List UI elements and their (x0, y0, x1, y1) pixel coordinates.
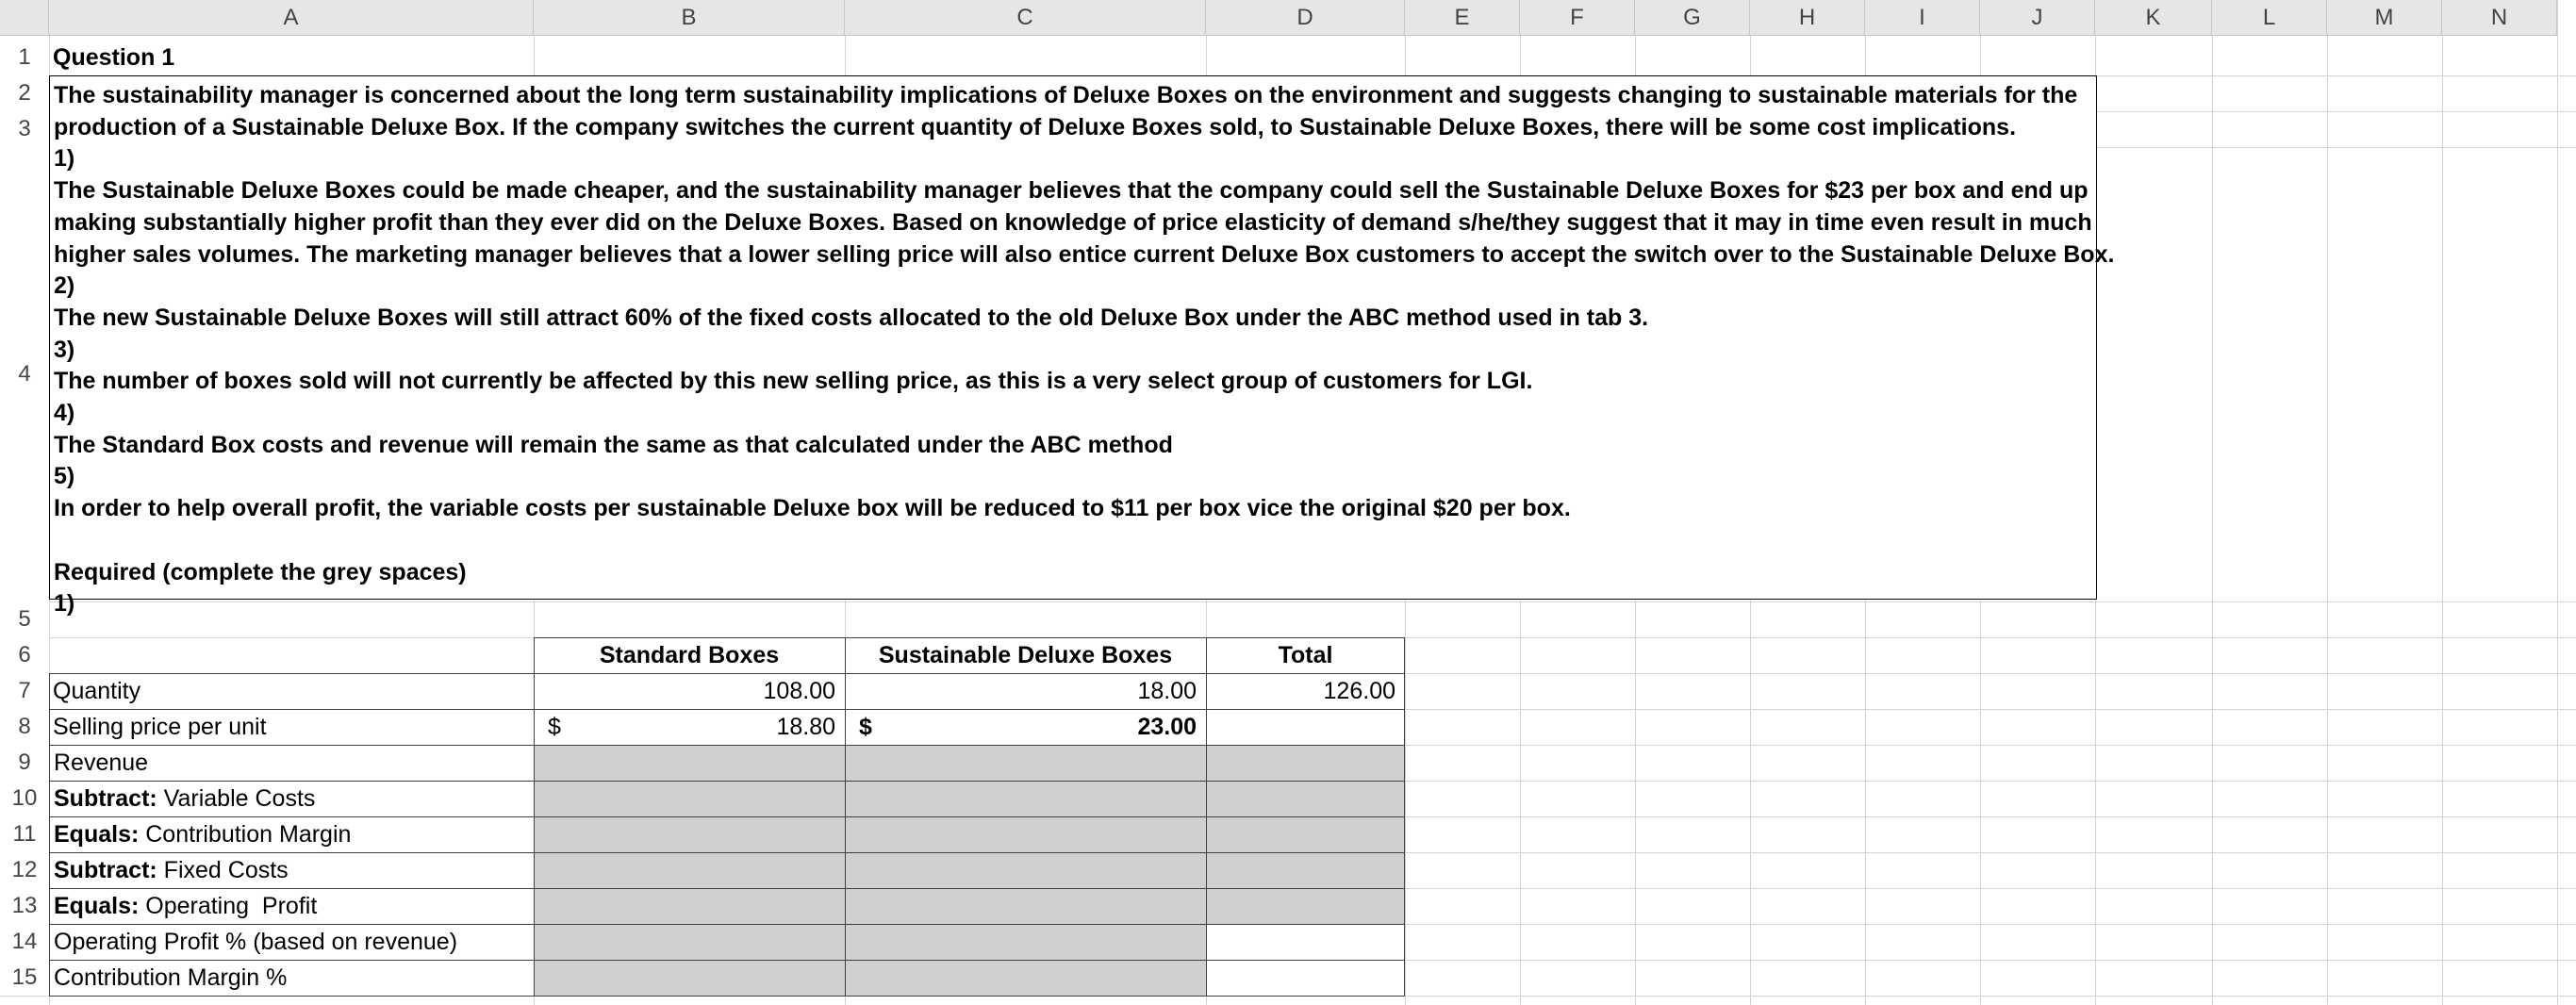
text-line (54, 525, 2096, 557)
column-header-c[interactable]: C (845, 0, 1206, 36)
header-sustainable-boxes-label: Sustainable Deluxe Boxes (878, 641, 1173, 668)
header-total-label: Total (1278, 641, 1333, 668)
column-header-i[interactable]: I (1865, 0, 1980, 36)
column-header-k[interactable]: K (2095, 0, 2212, 36)
text-line: 1) (54, 590, 75, 618)
revenue-standard-input[interactable] (534, 745, 846, 782)
row-header-9[interactable]: 9 (0, 745, 49, 781)
price-sustainable: 23.00 (1137, 714, 1197, 740)
row-prefix: Subtract: (54, 785, 157, 812)
text-line: making substantially higher profit than they ever did on the Deluxe Boxes. Based on knowledge of price elasticity of demand s/he/they suggest that it may in time even result in much (54, 208, 2092, 236)
text-line: 2) (54, 272, 75, 300)
quantity-standard: 108.00 (763, 677, 835, 704)
row-label-text: Contribution Margin % (54, 964, 288, 991)
row-header-5[interactable]: 5 (0, 601, 49, 637)
row-label-text: Contribution Margin (139, 821, 352, 848)
operating-profit-total-input[interactable] (1206, 888, 1405, 925)
price-total-cell[interactable] (1206, 709, 1405, 746)
currency-symbol: $ (548, 714, 561, 740)
required-label: Required (complete the grey spaces) (54, 558, 467, 585)
contribution-margin-total-input[interactable] (1206, 816, 1405, 853)
text-line: The Sustainable Deluxe Boxes could be made cheaper, and the sustainability manager believes that the company could sell the Sustainable Deluxe Boxes for $23 per box and end up (54, 177, 2089, 205)
row-header-15[interactable]: 15 (0, 960, 49, 996)
column-header-l[interactable]: L (2212, 0, 2327, 36)
contribution-margin-sustainable-input[interactable] (845, 816, 1207, 853)
operating-profit-pct-total-input[interactable] (1206, 924, 1405, 961)
row-header-14[interactable]: 14 (0, 924, 49, 960)
column-header-b[interactable]: B (534, 0, 845, 36)
text-line: The Standard Box costs and revenue will remain the same as that calculated under the ABC method (54, 431, 1173, 458)
row-label-contribution-margin-pct[interactable] (49, 960, 535, 997)
row-prefix: Equals: (54, 893, 140, 919)
operating-profit-standard-input[interactable] (534, 888, 846, 925)
text-line: production of a Sustainable Deluxe Box. If the company switches the current quantity of Deluxe Boxes sold, to Sustainable Deluxe Boxes, there will be some cost implications. (54, 113, 2017, 140)
row-header-3[interactable]: 3 (0, 111, 49, 147)
row-label-text: Variable Costs (157, 785, 316, 812)
contribution-margin-pct-sustainable-input[interactable] (845, 960, 1207, 997)
variable-costs-sustainable-input[interactable] (845, 781, 1207, 817)
text-line: higher sales volumes. The marketing manager believes that a lower selling price will also entice current Deluxe Box customers to accept the switch over to the Sustainable Deluxe Box. (54, 240, 2115, 268)
row-label-text: Revenue (54, 750, 149, 776)
quantity-total: 126.00 (1323, 677, 1395, 704)
revenue-total-input[interactable] (1206, 745, 1405, 782)
currency-symbol: $ (859, 714, 872, 740)
operating-profit-sustainable-input[interactable] (845, 888, 1207, 925)
text-line: 5) (54, 463, 75, 490)
text-line: 3) (54, 336, 75, 363)
column-header-g[interactable]: G (1635, 0, 1750, 36)
price-sustainable-cell[interactable] (845, 709, 1207, 746)
fixed-costs-sustainable-input[interactable] (845, 852, 1207, 889)
row-label-operating-profit-pct[interactable] (49, 924, 535, 961)
instructions-textbox[interactable] (49, 75, 2115, 618)
row-header-12[interactable]: 12 (0, 852, 49, 888)
row-header-8[interactable]: 8 (0, 709, 49, 745)
contribution-margin-pct-standard-input[interactable] (534, 960, 846, 997)
quantity-sustainable: 18.00 (1137, 677, 1197, 704)
text-line: The sustainability manager is concerned about the long term sustainability implications of Deluxe Boxes on the environment and suggests changing to sustainable materials for the (54, 82, 2078, 108)
revenue-sustainable-input[interactable] (845, 745, 1207, 782)
row-header-1[interactable]: 1 (0, 40, 49, 75)
price-standard-cell[interactable] (534, 709, 846, 746)
row-label-revenue[interactable] (49, 745, 535, 782)
column-header-n[interactable]: N (2442, 0, 2557, 36)
row-prefix: Equals: (54, 821, 140, 848)
variable-costs-standard-input[interactable] (534, 781, 846, 817)
fixed-costs-total-input[interactable] (1206, 852, 1405, 889)
quantity-label: Quantity (53, 677, 141, 704)
column-header-d[interactable]: D (1206, 0, 1405, 36)
row-header-4[interactable]: 4 (0, 147, 49, 601)
contribution-margin-pct-total-input[interactable] (1206, 960, 1405, 997)
operating-profit-pct-sustainable-input[interactable] (845, 924, 1207, 961)
row-label-operating-profit[interactable] (49, 888, 535, 925)
column-header-h[interactable]: H (1750, 0, 1865, 36)
row-label-fixed-costs[interactable] (49, 852, 535, 889)
row-label-variable-costs[interactable] (49, 781, 535, 817)
variable-costs-total-input[interactable] (1206, 781, 1405, 817)
row-label-text: Operating Profit % (based on revenue) (54, 929, 458, 955)
header-standard-boxes-label: Standard Boxes (599, 641, 780, 668)
operating-profit-pct-standard-input[interactable] (534, 924, 846, 961)
row-prefix: Subtract: (54, 857, 157, 883)
question-title[interactable]: Question 1 (53, 43, 175, 71)
text-line: The number of boxes sold will not currently be affected by this new selling price, as this is a very select group of customers for LGI. (54, 368, 1533, 395)
column-header-e[interactable]: E (1405, 0, 1520, 36)
row-header-13[interactable]: 13 (0, 888, 49, 924)
column-header-f[interactable]: F (1520, 0, 1635, 36)
contribution-margin-standard-input[interactable] (534, 816, 846, 853)
column-header-m[interactable]: M (2327, 0, 2442, 36)
select-all-corner[interactable] (0, 0, 49, 36)
row-label-text: Fixed Costs (157, 857, 289, 883)
text-line: In order to help overall profit, the variable costs per sustainable Deluxe box will be reduced to $11 per box vice the original $20 per box. (54, 495, 1571, 522)
row-label-contribution-margin[interactable] (49, 816, 535, 853)
row-label-text: Operating Profit (139, 893, 318, 919)
text-line: 1) (54, 145, 75, 173)
column-header-a[interactable]: A (49, 0, 534, 36)
row-header-7[interactable]: 7 (0, 673, 49, 709)
fixed-costs-standard-input[interactable] (534, 852, 846, 889)
column-header-j[interactable]: J (1980, 0, 2095, 36)
text-line: The new Sustainable Deluxe Boxes will still attract 60% of the fixed costs allocated to the old Deluxe Box under the ABC method used in tab 3. (54, 304, 1649, 331)
text-line: 4) (54, 400, 75, 427)
row-header-6[interactable]: 6 (0, 637, 49, 673)
row-header-11[interactable]: 11 (0, 816, 49, 852)
price-standard: 18.80 (776, 714, 835, 740)
row-header-2[interactable]: 2 (0, 75, 49, 111)
row-header-10[interactable]: 10 (0, 781, 49, 816)
price-label: Selling price per unit (53, 713, 267, 740)
